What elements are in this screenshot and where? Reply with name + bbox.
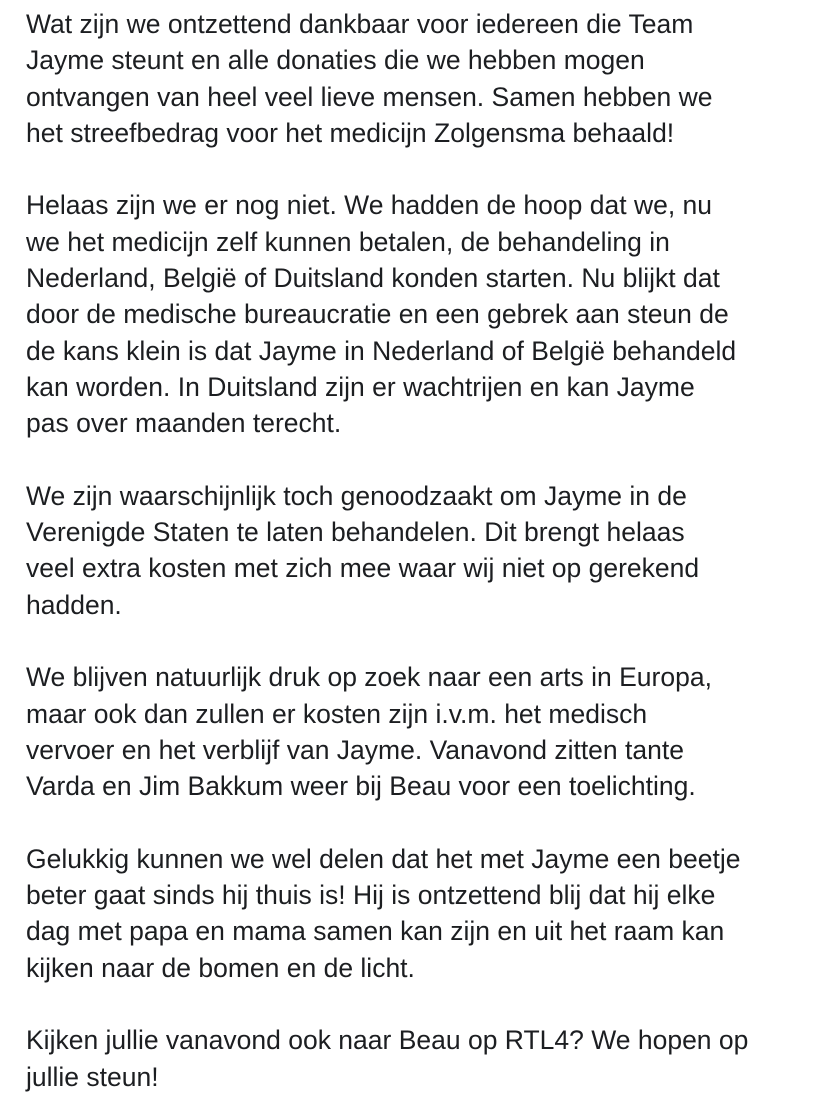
text-line: Verenigde Staten te laten behandelen. Dit brengt helaas: [26, 517, 685, 548]
paragraph-6: [26, 1022, 816, 1095]
text-line: Nederland, België of Duitsland konden starten. Nu blijkt dat: [26, 263, 720, 294]
text-line: vervoer en het verblijf van Jayme. Vanavond zitten tante: [26, 734, 684, 765]
post-body: [26, 6, 816, 1095]
text-line: kijken naar de bomen en de licht.: [26, 952, 415, 983]
text-line: hadden.: [26, 589, 122, 620]
text-line: jullie steun!: [26, 1061, 159, 1092]
text-line: Jayme steunt en alle donaties die we hebben mogen: [26, 45, 645, 76]
text-line: ontvangen van heel veel lieve mensen. Samen hebben we: [26, 81, 713, 112]
text-line: veel extra kosten met zich mee waar wij niet op gerekend: [26, 553, 700, 584]
text-line: door de medische bureaucratie en een gebrek aan steun de: [26, 299, 729, 330]
text-line: Wat zijn we ontzettend dankbaar voor iedereen die Team: [26, 9, 694, 39]
text-line: We blijven natuurlijk druk op zoek naar een arts in Europa,: [26, 662, 712, 693]
text-line: kan worden. In Duitsland zijn er wachtrijen en kan Jayme: [26, 371, 695, 402]
paragraph-5: [26, 841, 816, 986]
paragraph-1: [26, 6, 816, 151]
text-line: Helaas zijn we er nog niet. We hadden de hoop dat we, nu: [26, 190, 713, 221]
text-line: het streefbedrag voor het medicijn Zolgensma behaald!: [26, 117, 675, 148]
text-line: Gelukkig kunnen we wel delen dat het met Jayme een beetje: [26, 843, 741, 874]
paragraph-2: [26, 187, 816, 441]
text-line: pas over maanden terecht.: [26, 408, 342, 439]
text-line: de kans klein is dat Jayme in Nederland of België behandeld: [26, 335, 737, 366]
text-line: beter gaat sinds hij thuis is! Hij is ontzettend blij dat hij elke: [26, 880, 716, 911]
text-line: Varda en Jim Bakkum weer bij Beau voor een toelichting.: [26, 771, 696, 802]
text-line: maar ook dan zullen er kosten zijn i.v.m. het medisch: [26, 698, 648, 729]
text-line: dag met papa en mama samen kan zijn en uit het raam kan: [26, 916, 725, 947]
text-line: we het medicijn zelf kunnen betalen, de behandeling in: [26, 226, 670, 257]
text-line: We zijn waarschijnlijk toch genoodzaakt om Jayme in de: [26, 480, 687, 511]
paragraph-4: [26, 659, 816, 804]
paragraph-3: [26, 478, 816, 623]
text-line: Kijken jullie vanavond ook naar Beau op RTL4? We hopen op: [26, 1025, 749, 1056]
